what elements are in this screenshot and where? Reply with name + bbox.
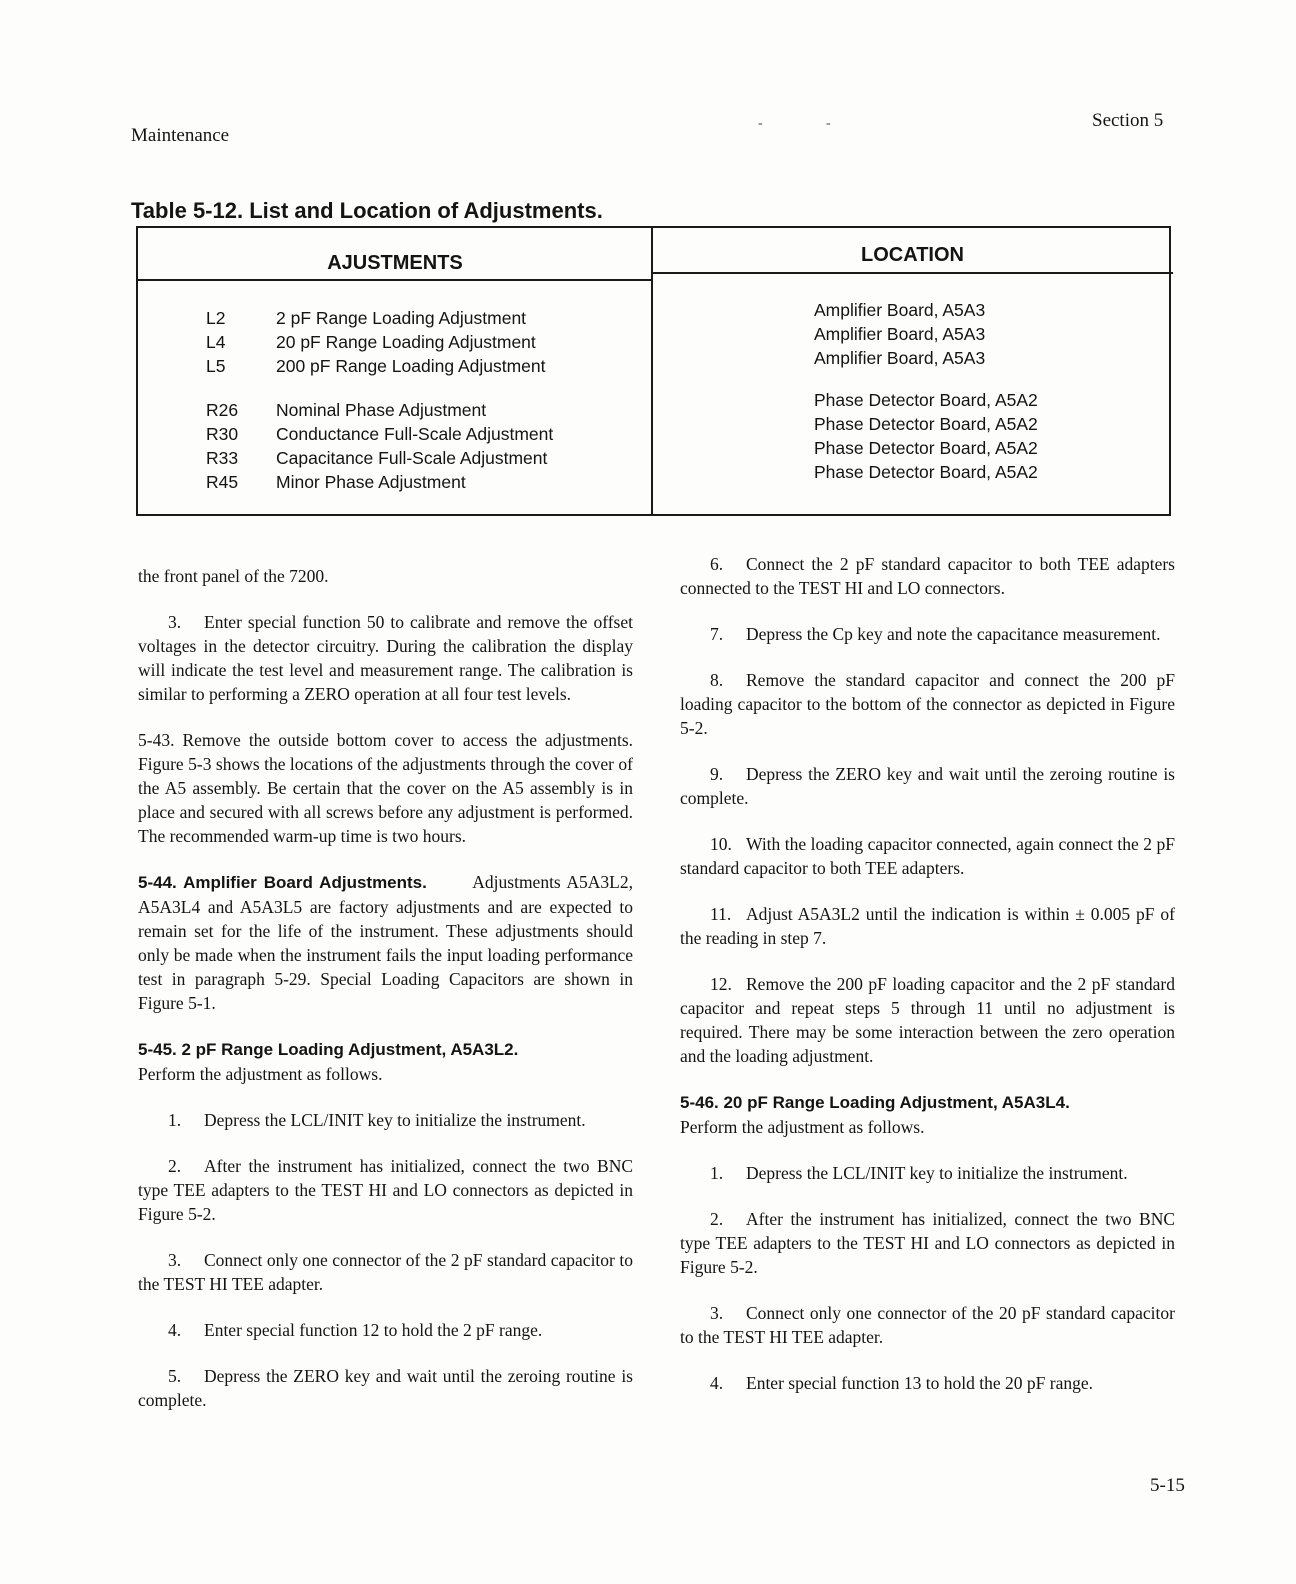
section-heading: 5-44. Amplifier Board Adjustments. (138, 873, 427, 892)
table-row (138, 348, 1173, 380)
step-text: Enter special function 50 to calibrate and remove the offset voltages in the detector circuitry. During the calibration the display will indicate the test level and measurement range. The calibration is similar to performing a ZERO operation at all four test levels. (138, 612, 633, 704)
right-text-column (680, 552, 1175, 1417)
step-item (680, 832, 1175, 880)
step-number: 4. (168, 1320, 182, 1340)
step-text: Depress the LCL/INIT key to initialize the instrument. (746, 1163, 1128, 1183)
table-row (138, 300, 1173, 332)
step-text: After the instrument has initialized, connect the two BNC type TEE adapters to the TEST HI and LO connectors as depicted in Figure 5-2. (138, 1156, 633, 1224)
step-number: 12. (710, 974, 732, 994)
adjustment-description: 20 pF Range Loading Adjustment (276, 332, 536, 352)
running-header-left: Maintenance (131, 125, 230, 146)
adjustment-code: R45 (206, 472, 239, 492)
paragraph-text: Remove the outside bottom cover to access the adjustments. Figure 5-3 shows the locations of the adjustments through the cover of the A5 assembly. Be certain that the cover on the A5 assembly is in place and secured with all screws before any adjustment is performed. The recommended warm-up time is two hours. (138, 730, 634, 846)
step-text: Adjust A5A3L2 until the indication is within ± 0.005 pF of the reading in step 7. (680, 904, 1175, 948)
adjustment-description: Nominal Phase Adjustment (276, 400, 487, 420)
page-number: 5-15 (1150, 1475, 1185, 1496)
paragraph (138, 728, 633, 848)
paragraph-text: Perform the adjustment as follows. (680, 1117, 925, 1137)
step-item (138, 610, 633, 706)
step-text: Enter special function 13 to hold the 20 pF range. (746, 1373, 1094, 1393)
paragraph (138, 870, 633, 1015)
paragraph (680, 1090, 1175, 1139)
step-item (138, 1364, 633, 1412)
running-header-right: Section 5 (1092, 110, 1164, 131)
adjustment-code: R26 (206, 400, 239, 420)
step-text: Depress the LCL/INIT key to initialize the instrument. (204, 1110, 586, 1130)
step-item (138, 1154, 633, 1226)
step-text: Depress the Cp key and note the capacitance measurement. (746, 624, 1161, 644)
scan-mark: - (758, 116, 763, 131)
table-row (138, 324, 1173, 356)
step-item (680, 902, 1175, 950)
step-number: 10. (710, 834, 732, 854)
table-header-rule (138, 279, 652, 281)
section-heading: 5-45. 2 pF Range Loading Adjustment, A5A3L2. (138, 1040, 519, 1059)
step-item (680, 1161, 1175, 1185)
adjustment-description: Capacitance Full-Scale Adjustment (276, 448, 548, 468)
scan-mark: - (826, 116, 831, 131)
adjustment-location: Phase Detector Board, A5A2 (814, 414, 1038, 434)
step-item (138, 1248, 633, 1296)
paragraph-text: Perform the adjustment as follows. (138, 1064, 383, 1084)
step-text: After the instrument has initialized, connect the two BNC type TEE adapters to the TEST HI and LO connectors as depicted in Figure 5-2. (680, 1209, 1175, 1277)
step-text: Connect the 2 pF standard capacitor to both TEE adapters connected to the TEST HI and LO connectors. (680, 554, 1175, 598)
adjustment-location: Amplifier Board, A5A3 (814, 324, 986, 344)
step-text: Remove the 200 pF loading capacitor and the 2 pF standard capacitor and repeat steps 5 through 11 until no adjustment is required. There may be some interaction between the zero operation and the loading adjustment. (680, 974, 1175, 1066)
adjustment-location: Phase Detector Board, A5A2 (814, 462, 1038, 482)
step-number: 6. (710, 554, 724, 574)
step-number: 5. (168, 1366, 182, 1386)
table-header-rule (652, 272, 1173, 274)
step-item (680, 552, 1175, 600)
step-number: 11. (710, 904, 732, 924)
step-number: 8. (710, 670, 724, 690)
table-title: Table 5-12. List and Location of Adjustments. (131, 198, 603, 223)
adjustment-description: 200 pF Range Loading Adjustment (276, 356, 546, 376)
left-text-column (138, 564, 633, 1434)
step-number: 3. (710, 1303, 724, 1323)
paragraph-text: the front panel of the 7200. (138, 566, 329, 586)
step-item (680, 1301, 1175, 1349)
paragraph-text: Adjustments A5A3L2, A5A3L4 and A5A3L5 are factory adjustments and are expected to remain set for the life of the instrument. These adjustments should only be made when the instrument fails the input loading performance test in paragraph 5-29. Special Loading Capacitors are shown in Figure 5-1. (138, 872, 633, 1013)
step-number: 2. (168, 1156, 182, 1176)
paragraph-number: 5-43. (138, 730, 175, 750)
step-text: Connect only one connector of the 2 pF standard capacitor to the TEST HI TEE adapter. (138, 1250, 633, 1294)
adjustment-description: 2 pF Range Loading Adjustment (276, 308, 527, 328)
step-text: Depress the ZERO key and wait until the zeroing routine is complete. (680, 764, 1175, 808)
adjustment-description: Conductance Full-Scale Adjustment (276, 424, 554, 444)
step-number: 2. (710, 1209, 724, 1229)
step-text: Enter special function 12 to hold the 2 pF range. (204, 1320, 543, 1340)
step-item (680, 1207, 1175, 1279)
paragraph (138, 564, 633, 588)
step-item (138, 1318, 633, 1342)
step-text: Connect only one connector of the 20 pF standard capacitor to the TEST HI TEE adapter. (680, 1303, 1175, 1347)
step-text: Remove the standard capacitor and connect the 200 pF loading capacitor to the bottom of the connector as depicted in Figure 5-2. (680, 670, 1175, 738)
step-number: 4. (710, 1373, 724, 1393)
adjustment-location: Phase Detector Board, A5A2 (814, 438, 1038, 458)
step-number: 9. (710, 764, 724, 784)
adjustment-code: L5 (206, 356, 226, 376)
adjustment-code: L2 (206, 308, 226, 328)
step-item (680, 762, 1175, 810)
adjustments-table (136, 226, 1171, 516)
adjustment-location: Amplifier Board, A5A3 (814, 348, 986, 368)
step-item (680, 622, 1175, 646)
step-text: With the loading capacitor connected, again connect the 2 pF standard capacitor to both TEE adapters. (680, 834, 1175, 878)
paragraph (138, 1037, 633, 1086)
table-header-location: LOCATION (861, 244, 964, 266)
adjustment-code: R30 (206, 424, 239, 444)
step-number: 1. (168, 1110, 182, 1130)
step-item (138, 1108, 633, 1132)
adjustment-code: L4 (206, 332, 226, 352)
step-item (680, 1371, 1175, 1395)
adjustment-description: Minor Phase Adjustment (276, 472, 466, 492)
table-row (138, 462, 1173, 496)
section-heading: 5-46. 20 pF Range Loading Adjustment, A5A3L4. (680, 1093, 1070, 1112)
step-number: 3. (168, 1250, 182, 1270)
step-item (680, 668, 1175, 740)
table-header-adjustments: AJUSTMENTS (327, 252, 463, 274)
step-item (680, 972, 1175, 1068)
adjustment-location: Amplifier Board, A5A3 (814, 300, 986, 320)
step-number: 3. (168, 612, 182, 632)
step-number: 1. (710, 1163, 724, 1183)
step-text: Depress the ZERO key and wait until the zeroing routine is complete. (138, 1366, 633, 1410)
step-number: 7. (710, 624, 724, 644)
adjustment-code: R33 (206, 448, 239, 468)
adjustment-location: Phase Detector Board, A5A2 (814, 390, 1038, 410)
